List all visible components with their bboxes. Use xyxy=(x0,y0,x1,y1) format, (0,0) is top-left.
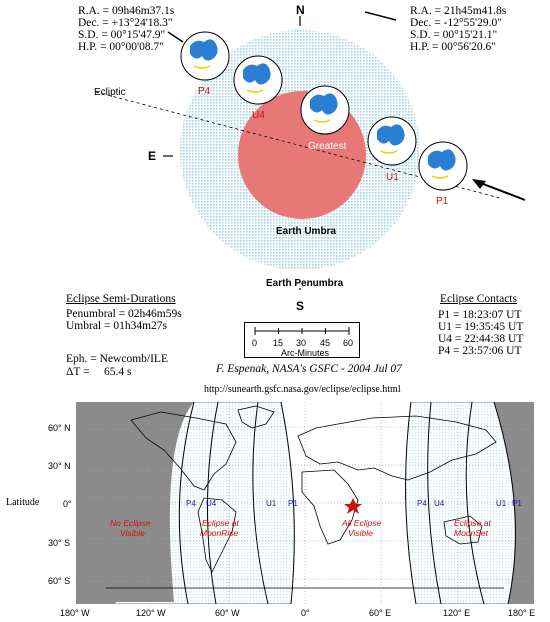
scale-tick: 45 xyxy=(320,338,331,348)
moonrise-label-2: MoonRise xyxy=(200,528,239,538)
map-contact-u4: U4 xyxy=(206,499,217,508)
delta-t: ΔT = 65.4 s xyxy=(66,366,132,378)
north-label: N xyxy=(296,3,305,17)
moonset-label-1: Eclipse at xyxy=(454,518,491,528)
lat-tick: 0° xyxy=(63,499,72,509)
no-eclipse-label-2: Visible xyxy=(120,528,145,538)
credit-line: F. Espenak, NASA's GSFC - 2004 Jul 07 xyxy=(216,363,402,375)
all-visible-label-1: All Eclipse xyxy=(342,518,382,528)
map-contact-u1: U1 xyxy=(266,499,277,508)
eclipse-diagram xyxy=(0,0,550,290)
scale-tick: 60 xyxy=(343,338,354,348)
umbra-label: Earth Umbra xyxy=(276,226,337,237)
moon-ra-left: R.A. = 09h46m37.1s xyxy=(78,5,175,17)
moon-ra-right: R.A. = 21h45m41.8s xyxy=(410,5,507,17)
pointer-left xyxy=(168,32,183,42)
contact-u1: U1 = 19:35:45 UT xyxy=(438,321,524,333)
moonset-label-2: MoonSet xyxy=(454,528,489,538)
contact-u4: U4 = 22:44:38 UT xyxy=(438,333,524,345)
world-map xyxy=(76,402,534,604)
lon-tick: 180° E xyxy=(508,608,536,618)
ecliptic-label: Ecliptic xyxy=(94,87,126,98)
label-u1: U1 xyxy=(386,172,399,183)
pointer-right xyxy=(365,12,396,20)
label-p4: P4 xyxy=(198,86,211,97)
moon-sd-left: S.D. = 00°15'47.9" xyxy=(78,29,166,41)
lat-tick: 30° N xyxy=(48,461,71,471)
no-eclipse-label-1: No Eclipse xyxy=(110,518,151,528)
east-label: E xyxy=(148,149,157,163)
moon-greatest xyxy=(301,86,349,134)
map-contact-p4: P4 xyxy=(417,499,427,508)
moonrise-label-1: Eclipse at xyxy=(202,518,239,528)
contact-p1: P1 = 18:23:07 UT xyxy=(438,309,522,321)
penumbral-duration: Penumbral = 02h46m59s xyxy=(66,308,182,320)
lat-tick: 60° N xyxy=(48,423,71,433)
lat-tick: 60° S xyxy=(48,576,71,586)
moon-sd-right: S.D. = 00°15'21.1" xyxy=(410,29,498,41)
arc-minute-scale xyxy=(244,322,360,358)
moon-hp-left: H.P. = 00°00'08.7" xyxy=(78,41,164,53)
moon-u1 xyxy=(368,117,416,165)
scale-tick: 30 xyxy=(296,338,307,348)
lon-tick: 120° E xyxy=(443,608,471,618)
semi-durations-title: Eclipse Semi-Durations xyxy=(66,293,176,305)
moon-u4 xyxy=(234,56,282,104)
moon-dec-right: Dec. = -12°55'29.0" xyxy=(410,17,502,29)
ephemeris: Eph. = Newcomb/ILE xyxy=(66,353,168,365)
lon-tick: 0° xyxy=(301,608,310,618)
moon-p4 xyxy=(181,32,229,80)
contact-p4: P4 = 23:57:06 UT xyxy=(438,345,522,357)
all-visible-label-2: Visible xyxy=(348,528,373,538)
lon-tick: 120° W xyxy=(136,608,166,618)
label-p1: P1 xyxy=(436,196,449,207)
latitude-label: Latitude xyxy=(6,497,40,508)
lon-tick: 180° W xyxy=(60,608,90,618)
lat-tick: 30° S xyxy=(48,538,71,548)
label-greatest: Greatest xyxy=(308,141,347,152)
scale-tick: 0 xyxy=(252,338,258,348)
moon-p1 xyxy=(419,142,467,190)
map-contact-p4: P4 xyxy=(186,499,196,508)
map-contact-u1: U1 xyxy=(496,499,507,508)
scale-label: Arc-Minutes xyxy=(281,348,330,358)
penumbra-label: Earth Penumbra xyxy=(266,278,344,289)
moon-hp-right: H.P. = 00°56'20.6" xyxy=(410,41,496,53)
scale-tick: 15 xyxy=(273,338,284,348)
map-contact-p1: P1 xyxy=(288,499,298,508)
map-contact-u4: U4 xyxy=(434,499,445,508)
map-contact-p1: P1 xyxy=(512,499,522,508)
source-url: http://sunearth.gsfc.nasa.gov/eclipse/eclipse.html xyxy=(204,384,401,395)
lon-tick: 60° W xyxy=(215,608,240,618)
moon-dec-left: Dec. = +13°24'18.3" xyxy=(78,17,173,29)
umbral-duration: Umbral = 01h34m27s xyxy=(66,320,168,332)
moon-motion-arrow xyxy=(478,182,525,200)
contacts-title: Eclipse Contacts xyxy=(440,293,517,305)
south-label: S xyxy=(296,299,305,313)
label-u4: U4 xyxy=(252,110,265,121)
lon-tick: 60° E xyxy=(369,608,392,618)
